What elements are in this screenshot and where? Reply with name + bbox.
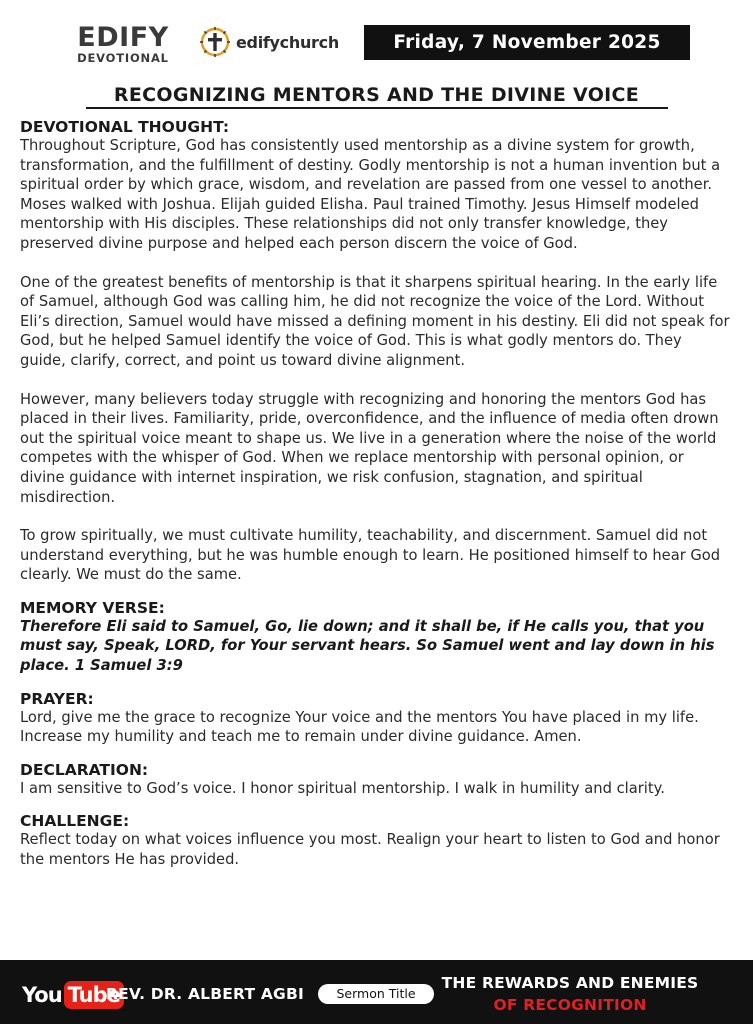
devotional-section xyxy=(20,118,732,585)
devotional-paragraph-1: Throughout Scripture, God has consistently used mentorship as a divine system for growth, transformation, and the fulfillment of destiny. Godly mentorship is not a human invention but a spiritual order by which grace, wisdom, and revelation are passed from one vessel to another. Moses walked with Joshua. Elijah guided Elisha. Paul trained Timothy. Jesus Himself modeled mentorship with His disciples. These relationships did not only transfer knowledge, they preserved divine purpose and helped each person discern the voice of God. xyxy=(20,137,721,252)
edify-devotional-logo xyxy=(68,24,178,65)
title-underline xyxy=(86,107,668,109)
sermon-title-line-1: THE REWARDS AND ENEMIES xyxy=(441,974,699,992)
header xyxy=(0,0,753,78)
declaration-text: I am sensitive to God’s voice. I honor spiritual mentorship. I walk in humility and clarity. xyxy=(20,779,665,797)
sermon-title-label: Sermon Title xyxy=(318,984,434,1004)
brand-sub-text: DEVOTIONAL xyxy=(77,51,169,65)
sermon-title-line-2: OF RECOGNITION xyxy=(493,996,647,1014)
memory-verse-section xyxy=(20,599,732,676)
brand-main-text: EDIFY xyxy=(77,22,169,53)
prayer-heading: PRAYER: xyxy=(20,689,94,708)
challenge-heading: CHALLENGE: xyxy=(20,812,130,831)
memory-verse-text: Therefore Eli said to Samuel, Go, lie down; and it shall be, if He calls you, that you must say, Speak, LORD, for Your servant hears. So Samuel went and lay down in his place. 1 Samuel 3:9 xyxy=(20,617,715,675)
declaration-heading: DECLARATION: xyxy=(20,760,149,779)
challenge-text: Reflect today on what voices influence you most. Realign your heart to listen to God and honor the mentors He has provided. xyxy=(20,831,720,869)
devotional-heading: DEVOTIONAL THOUGHT: xyxy=(20,118,230,136)
devotional-content xyxy=(20,118,732,870)
page-title: RECOGNIZING MENTORS AND THE DIVINE VOICE xyxy=(113,84,640,106)
church-name: edifychurch xyxy=(236,32,339,52)
prayer-section xyxy=(20,690,732,747)
youtube-you-text: You xyxy=(22,983,62,1007)
memory-verse-heading: MEMORY VERSE: xyxy=(20,598,165,617)
youtube-tube-text: Tube xyxy=(64,981,124,1009)
devotional-paragraph-3: However, many believers today struggle with recognizing and honoring the mentors God has placed in their lives. Familiarity, pride, overconfidence, and the influence of media often drown out the spiritual voice meant to shape us. We live in a generation where the noise of the world competes with the whisper of God. When we replace mentorship with personal opinion, or divine guidance with internet inspiration, we risk confusion, stagnation, and spiritual misdirection. xyxy=(20,390,719,506)
challenge-section xyxy=(20,812,732,869)
edifychurch-logo xyxy=(199,26,339,58)
declaration-section xyxy=(20,761,732,799)
prayer-text: Lord, give me the grace to recognize Your voice and the mentors You have placed in my life. Increase my humility and teach me to remain under divine guidance. Amen. xyxy=(20,708,699,746)
speaker-name: REV. DR. ALBERT AGBI xyxy=(106,985,304,1003)
cross-emblem-icon xyxy=(199,26,231,58)
devotional-paragraph-2: One of the greatest benefits of mentorship is that it sharpens spiritual hearing. In the early life of Samuel, although God was calling him, he did not recognize the voice of the Lord. Without Eli’s direction, Samuel would have missed a defining moment in his destiny. Eli did not speak for God, but he helped Samuel identify the voice of God. This is what godly mentors do. They guide, clarify, correct, and point us toward divine alignment. xyxy=(20,273,730,369)
devotional-paragraph-4: To grow spiritually, we must cultivate humility, teachability, and discernment. Samuel did not understand everything, but he was humble enough to learn. He positioned himself to hear God clearly. We must do the same. xyxy=(20,527,721,584)
date-banner: Friday, 7 November 2025 xyxy=(364,25,690,60)
